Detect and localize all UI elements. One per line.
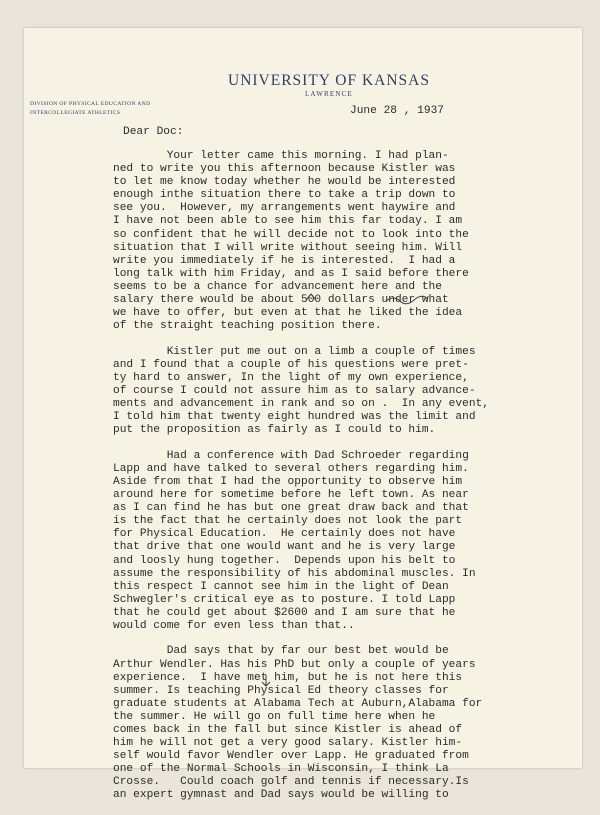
text-line: of course I could not assure him as to salary advance- [113, 384, 476, 397]
text-line: that he could get about $2600 and I am sure that he [113, 606, 456, 619]
paragraph [113, 645, 583, 802]
text-line: Kistler put me out on a limb a couple of times [113, 345, 476, 358]
text-line: Lapp and have talked to several others regarding him. [113, 462, 469, 475]
text-line: assume the responsibility of his abdominal muscles. In [113, 567, 476, 580]
text-line: that drive that one would want and he is very large [113, 541, 456, 554]
text-line: I told him that twenty eight hundred was the limit and [113, 411, 476, 424]
text-line: self would favor Wendler over Lapp. He graduated from [113, 750, 469, 763]
text-line: write you immediately if he is interested. I had a [113, 254, 456, 267]
text-line: Your letter came this morning. I had plan- [113, 150, 449, 162]
institution-city: LAWRENCE [305, 90, 353, 98]
ink-insert-mark [260, 674, 272, 688]
text-line: situation that I will write without seeing him. Will [113, 241, 463, 254]
ink-correction-mark [384, 293, 432, 305]
text-line: salary there would be about 500 dollars under what [113, 294, 449, 307]
division-line-1: DIVISION OF PHYSICAL EDUCATION AND [30, 101, 151, 107]
text-line: put the proposition as fairly as I could to him. [113, 424, 436, 437]
text-line: I have not been able to see him this far today. I am [113, 215, 463, 228]
text-line: seems to be a chance for advancement here and the [113, 280, 442, 293]
text-line: ty hard to answer, In the light of my own experience, [113, 371, 469, 384]
text-line: ments and advancement in rank and so on . In any event, [113, 398, 489, 411]
text-line: we have to offer, but even at that he liked the idea [113, 307, 463, 320]
text-line: the summer. He will go on full time here when he [113, 710, 436, 723]
text-line: would come for even less than that.. [113, 619, 355, 632]
text-line: for Physical Education. He certainly does not have [113, 528, 456, 541]
text-line: enough inthe situation there to take a trip down to [113, 189, 456, 202]
salutation: Dear Doc: [123, 126, 184, 138]
text-line: Schwegler's critical eye as to posture. I told Lapp [113, 593, 456, 606]
text-line: summer. Is teaching Physical Ed theory classes for [113, 684, 449, 697]
text-line: to let me know today whether he would be interested [113, 176, 456, 189]
text-line: Aside from that I had the opportunity to observe him [113, 475, 463, 488]
text-line: this respect I cannot see him in the light of Dean [113, 580, 449, 593]
text-line: of the straight teaching position there. [113, 320, 382, 333]
text-line: experience. I have met him, but he is not here this [113, 671, 463, 684]
text-line: Arthur Wendler. Has his PhD but only a couple of years [113, 658, 476, 671]
text-line: around here for sometime before he left town. As near [113, 489, 469, 502]
text-line: is the fact that he certainly does not look the part [113, 515, 463, 528]
paragraph [113, 450, 583, 633]
text-line: long talk with him Friday, and as I said before there [113, 267, 469, 280]
text-line: graduate students at Alabama Tech at Auburn,Alabama for [113, 697, 483, 710]
institution-name: UNIVERSITY OF KANSAS [228, 72, 430, 89]
paragraph [113, 150, 583, 333]
paragraph [113, 346, 583, 438]
text-line: ned to write you this afternoon because Kistler was [113, 163, 456, 176]
text-line: him he will not get a very good salary. Kistler him- [113, 737, 463, 750]
text-line: comes back in the fall but since Kistler is ahead of [113, 724, 463, 737]
letter-page [24, 28, 582, 802]
text-line: one of the Normal Schools in Wisconsin, I think La [113, 763, 449, 776]
text-line: Had a conference with Dad Schroeder regarding [113, 449, 469, 462]
ink-caret-mark [304, 292, 318, 302]
text-line: see you. However, my arrangements went haywire and [113, 202, 456, 215]
text-line: Dad says that by far our best bet would be [113, 645, 449, 658]
text-line: as I can find he has but one great draw back and that [113, 502, 469, 515]
text-line: Crosse. Could coach golf and tennis if necessary.Is [113, 776, 469, 789]
text-line: and loosly hung together. Depends upon his belt to [113, 554, 456, 567]
letter-body [113, 150, 583, 815]
division-block [30, 100, 150, 118]
text-line: so confident that he will decide not to look into the [113, 228, 469, 241]
letter-date: June 28 , 1937 [350, 105, 444, 117]
text-line: an expert gymnast and Dad says would be willing to [113, 789, 449, 802]
letterhead [24, 72, 582, 98]
text-line: and I found that a couple of his questions were pret- [113, 358, 469, 371]
division-line-2: INTERCOLLEGIATE ATHLETICS [30, 110, 121, 116]
